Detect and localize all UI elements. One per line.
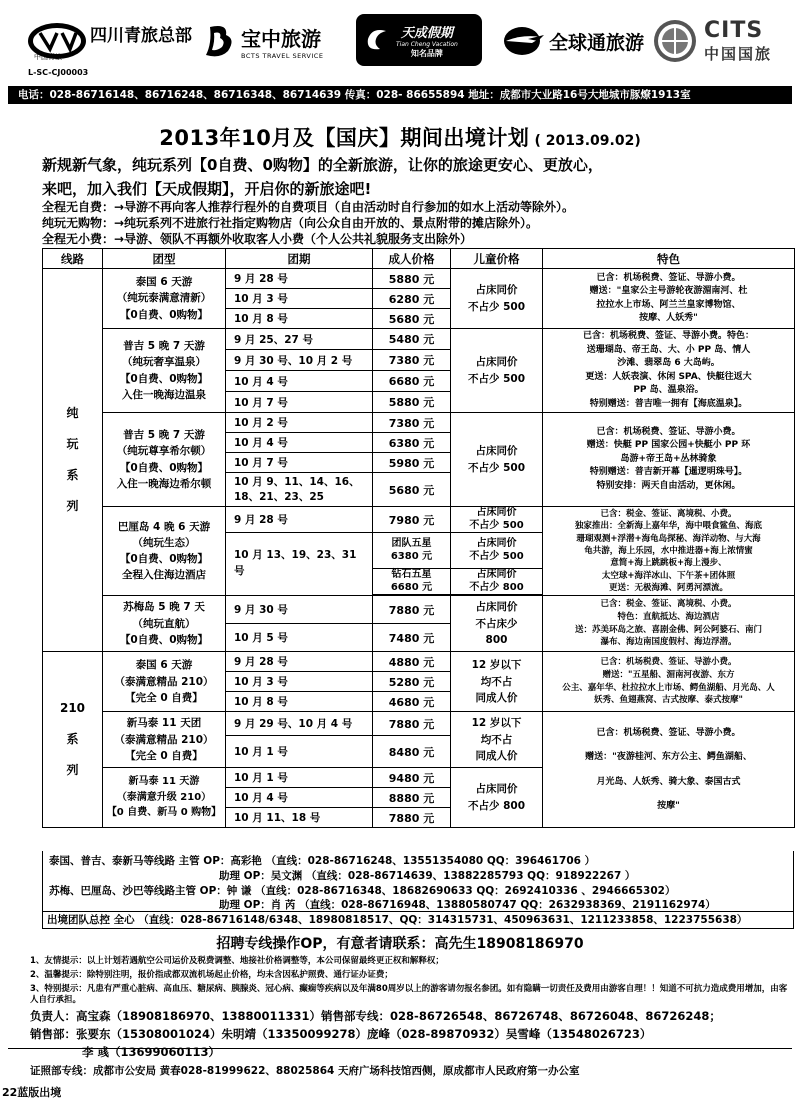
price-cell: 7380 元 [373, 350, 451, 371]
logo-baozhong-name: 宝中旅游 [241, 26, 321, 51]
logo-tiancheng-sub: Tian Cheng Vacation [396, 40, 458, 48]
date-cell: 10 月 3 号 [226, 672, 373, 692]
date-cell: 9 月 28 号 [226, 269, 373, 289]
price-cell: 6280 元 [373, 289, 451, 309]
feature-cell: 已含：税金、签证、离境税、小费。 特色：直航抵达、海边酒店 送：苏美环岛之旅、喜剧金佛、阿公阿婆石、南门 瀑布、海边南国度假村、海边浮潜。 [543, 596, 795, 652]
date-cell: 10 月 5 号 [226, 624, 373, 652]
date-cell: 10 月 3 号 [226, 289, 373, 309]
staff-line-2: 销售部：张要东（15308001024）朱明靖（13350099278）庞峰（028-89870932）吴雪峰（13548026723） [30, 1027, 652, 1041]
date-cell: 9 月 30 号、10 月 2 号 [226, 350, 373, 371]
child-price-cell: 占床同价 不占少 500 [451, 533, 543, 569]
date-cell: 9 月 30 号 [226, 596, 373, 624]
price-cell: 5680 元 [373, 473, 451, 507]
policy-no-tips: 全程无小费：→导游、领队不再额外收取客人小费（个人公共礼貌服务支出除外） [42, 232, 473, 246]
logo-sichuan-youth-travel [26, 16, 192, 66]
date-cell: 10 月 9、11、14、16、 18、21、23、25 [226, 473, 373, 507]
price-cell: 7880 元 [373, 596, 451, 624]
child-price-cell: 12 岁以下 均不占 同成人价 [451, 712, 543, 768]
contact-line-4: 助理 OP：肖 芮 （直线：028-86716948、13880580747 QQ：2632938369、2191162974） [219, 899, 716, 911]
price-cell: 7980 元 [373, 507, 451, 533]
feature-cell: 已含：机场税费、签证、导游小费。 赠送："夜游桂河、东方公主、鳄鱼湖船、 月光岛、人妖秀、骑大象、泰国古式 按摩" [543, 712, 795, 828]
date-cell: 10 月 1 号 [226, 736, 373, 768]
date-cell: 10 月 4 号 [226, 788, 373, 808]
child-price-cell: 占床同价 不占少 800 [451, 569, 543, 595]
header-adult-price: 成人价格 [373, 249, 451, 269]
price-cell: 7380 元 [373, 413, 451, 433]
group-name: 巴厘岛 4 晚 6 天游 （纯玩生态） 【0自费、0购物】 全程入住海边酒店 [103, 507, 226, 596]
table-row [43, 596, 795, 624]
date-cell: 9 月 28 号 [226, 507, 373, 533]
price-cell: 4680 元 [373, 692, 451, 712]
logo-sichuan-sub: 中国青旅 [34, 52, 62, 61]
footer-rule [8, 1048, 792, 1049]
title-main: 2013年10月及【国庆】期间出境计划 [159, 126, 530, 150]
price-cell: 5680 元 [373, 309, 451, 329]
note-1: 1、友情提示：以上计划若遇航空公司运价及税费调整、地接社价格调整等，本公司保留最终更正权和解释权； [30, 956, 444, 966]
header-features: 特色 [543, 249, 795, 269]
table-row [43, 652, 795, 672]
price-cell: 9480 元 [373, 768, 451, 788]
slogan-line-1: 新规新气象，纯玩系列【0自费、0购物】的全新旅游，让你的旅途更安心、更放心， [42, 156, 603, 174]
date-cell: 9 月 28 号 [226, 652, 373, 672]
date-cell: 10 月 7 号 [226, 392, 373, 413]
price-cell: 7880 元 [373, 712, 451, 736]
baozhong-b-icon [202, 23, 238, 59]
child-price-cell: 占床同价 不占少 800 [451, 768, 543, 828]
date-cell: 10 月 11、18 号 [226, 808, 373, 828]
logo-tiancheng-vacation [356, 14, 482, 66]
header-route: 线路 [43, 249, 103, 269]
price-cell: 6680 元 [373, 371, 451, 392]
page-marker: 22蓝版出境 [2, 1086, 62, 1099]
child-price-cell: 占床同价 不占少 500 [451, 329, 543, 413]
group-name: 普吉 5 晚 7 天游 （纯玩尊享希尔顿） 【0自费、0购物】 入住一晚海边希尔顿 [103, 413, 226, 507]
header-logos [0, 0, 800, 84]
header-group-type: 团型 [103, 249, 226, 269]
child-price-cell: 12 岁以下 均不占 同成人价 [451, 652, 543, 712]
table-row [43, 507, 795, 533]
header-dates: 团期 [226, 249, 373, 269]
table-row [43, 329, 795, 350]
date-cell: 10 月 13、19、23、31 号 [226, 533, 373, 596]
logo-tiancheng-tag: 知名品牌 [410, 48, 443, 58]
title-date: ( 2013.09.02) [534, 133, 641, 149]
contact-line-1: 泰国、普吉、泰新马等线路 主管 OP：高彩艳 （直线：028-86716248、13551354080 QQ：396461706 ） [49, 855, 596, 867]
logo-sichuan-name: 四川青旅总部 [90, 25, 192, 46]
child-price-cell: 占床同价 不占床少 800 [451, 596, 543, 652]
contact-line-3: 苏梅、巴厘岛、沙巴等线路主管 OP：钟 谦 （直线：028-86716348、18682690633 QQ：2692410336 、2946665302） [49, 885, 676, 897]
child-price-cell: 占床同价 不占少 500 [451, 413, 543, 507]
slogan-line-2: 来吧，加入我们【天成假期】，开启你的新旅途吧! [42, 180, 372, 198]
page-title [0, 122, 800, 152]
tiancheng-swirl-icon [362, 25, 392, 55]
table-row [43, 413, 795, 433]
header-child-price: 儿童价格 [451, 249, 543, 269]
date-cell: 9 月 25、27 号 [226, 329, 373, 350]
date-cell: 10 月 2 号 [226, 413, 373, 433]
logo-baozhong-travel [202, 16, 323, 66]
feature-cell: 已含：机场税费、签证、导游小费。特色： 送珊瑚岛、帝王岛、大、小 PP 岛、情人 沙滩、翡翠岛 6 大岛屿。 更送：人妖表演、休闲 SPA、快艇往返大 PP 岛、温泉浴。 特别赠送：普吉唯一拥有【海底温泉】。 [543, 329, 795, 413]
group-name: 泰国 6 天游 （纯玩泰满意清新） 【0自费、0购物】 [103, 269, 226, 329]
feature-cell: 已含：机场税费、签证、导游小费。 赠送："五星船、湄南河夜游、东方 公主、嘉年华、杜拉拉水上市场、鳄鱼湖船、月光岛、人 妖秀、鱼翅燕窝、古式按摩、泰式按摩" [543, 652, 795, 712]
policy-no-shopping: 纯玩无购物：→纯玩系列不进旅行社指定购物店（向公众自由开放的、景点附带的摊店除外）。 [42, 216, 539, 230]
staff-line-4: 证照部专线：成都市公安局 黄春028-81999622、88025864 天府广场科技馆西侧，原成都市人民政府第一办公室 [30, 1065, 580, 1077]
price-cell: 5280 元 [373, 672, 451, 692]
logo-cits-name: CITS [704, 18, 764, 43]
staff-line-1: 负责人：高宝森（18908186970、13880011331）销售部专线：028-86726548、86726748、86726048、86726248； [30, 1009, 721, 1023]
logo-global-travel [502, 16, 644, 66]
price-cell: 团队五星 6380 元 [373, 533, 451, 569]
price-cell: 8880 元 [373, 788, 451, 808]
price-cell: 钻石五星 6680 元 [373, 569, 451, 595]
price-cell: 5480 元 [373, 329, 451, 350]
group-name: 新马泰 11 天团 （泰满意精品 210） 【完全 0 自费】 [103, 712, 226, 768]
date-cell: 10 月 8 号 [226, 692, 373, 712]
note-3: 3、特别提示：凡患有严重心脏病、高血压、糖尿病、胰腺炎、冠心病、癫痫等疾病以及年满80周岁以上的游客请勿报名参团。如有隐瞒一切责任及费用由游客自理！！知道不可抗力造成费用增加，由客人自行承担。 [30, 984, 788, 1006]
logo-baozhong-sub: BCTS TRAVEL SERVICE [241, 51, 324, 60]
table-header-row [43, 249, 795, 269]
series-210: 210 系 列 [43, 652, 103, 828]
series-pure-play: 纯 玩 系 列 [43, 269, 103, 652]
logo-global-name: 全球通旅游 [549, 31, 645, 54]
group-name: 苏梅岛 5 晚 7 天 （纯玩直航） 【0自费、0购物】 [103, 596, 226, 652]
group-name: 泰国 6 天游 （泰满意精品 210） 【完全 0 自费】 [103, 652, 226, 712]
date-cell: 10 月 7 号 [226, 453, 373, 473]
price-cell: 4880 元 [373, 652, 451, 672]
group-name: 普吉 5 晚 7 天游 （纯玩奢享温泉） 【0自费、0购物】 入住一晚海边温泉 [103, 329, 226, 413]
logo-tiancheng-name: 天成假期 [400, 25, 453, 41]
price-cell: 7480 元 [373, 624, 451, 652]
price-cell: 5980 元 [373, 453, 451, 473]
table-row [43, 269, 795, 289]
table-row [43, 712, 795, 736]
contact-line-2: 助理 OP：吴文渊 （直线：028-86714639、13882285793 QQ：918922267 ） [219, 870, 636, 882]
feature-cell: 已含：税金、签证、离境税、小费。 独家推出：全新海上嘉年华，海中喂食鲨鱼、海底 珊瑚观测+浮潜+海龟岛探秘、海洋动物、与大海 龟共游，海上乐园，水中推进器+海上浓情蜜 意简+海上跳跳板+海上漫步、 太空球+海洋冰山、下午茶+团体照 更送：无极海滩、阿勇河漂流。 [543, 507, 795, 596]
logo-cits-sub: 中国国旅 [704, 45, 773, 63]
contact-bar: 电话：028-86716148、86716248、86716348、86714639 传真：028- 86655894 地址：成都市大业路16号大地城市豚燎1913室 [8, 86, 792, 104]
group-name: 新马泰 11 天游 （泰满意升级 210） 【0 自费、新马 0 购物】 [103, 768, 226, 828]
price-cell: 6380 元 [373, 433, 451, 453]
date-cell: 10 月 4 号 [226, 433, 373, 453]
staff-line-3: 李 彧（13699060113） [82, 1045, 221, 1059]
oversight-line: 出境团队总控 全心 （直线：028-86716148/6348、18980818517、QQ：314315731、450963631、1211233858、1223755638） [42, 911, 794, 929]
date-cell: 10 月 4 号 [226, 371, 373, 392]
license-number: L-SC-CJ00003 [28, 68, 89, 77]
cits-globe-icon [652, 18, 698, 64]
date-cell: 9 月 29 号、10 月 4 号 [226, 712, 373, 736]
child-price-cell: 占床同价 不占少 500 [451, 269, 543, 329]
itinerary-table [42, 248, 795, 828]
recruit-line: 招聘专线操作OP，有意者请联系：高先生18908186970 [216, 936, 584, 952]
price-cell: 5880 元 [373, 269, 451, 289]
policy-no-self-paid: 全程无自费：→导游不再向客人推荐行程外的自费项目（自由活动时自行参加的如水上活动等除外）。 [42, 200, 575, 214]
price-cell: 8480 元 [373, 736, 451, 768]
feature-cell: 已含：机场税费、签证、导游小费。 赠送："皇家公主号游轮夜游湄南河、杜 拉拉水上市场、阿兰兰皇家博物馆、 按摩、人妖秀" [543, 269, 795, 329]
note-2: 2、温馨提示：除特别注明，报价指成都双流机场起止价格，均未含因私护照费、通行证办证费； [30, 970, 393, 980]
globe-plane-icon [502, 25, 546, 57]
date-cell: 10 月 8 号 [226, 309, 373, 329]
feature-cell: 已含：机场税费、签证、导游小费。 赠送：快艇 PP 国家公园+快艇小 PP 环 岛游+帝王岛+丛林骑象 特别赠送：普吉新开幕【暹逻明珠号】。 特别安排：两天自由活动，更休闲。 [543, 413, 795, 507]
price-cell: 5880 元 [373, 392, 451, 413]
child-price-cell: 占床同价 不占少 500 [451, 507, 543, 533]
logo-cits [652, 16, 772, 66]
date-cell: 10 月 1 号 [226, 768, 373, 788]
price-cell: 7880 元 [373, 808, 451, 828]
